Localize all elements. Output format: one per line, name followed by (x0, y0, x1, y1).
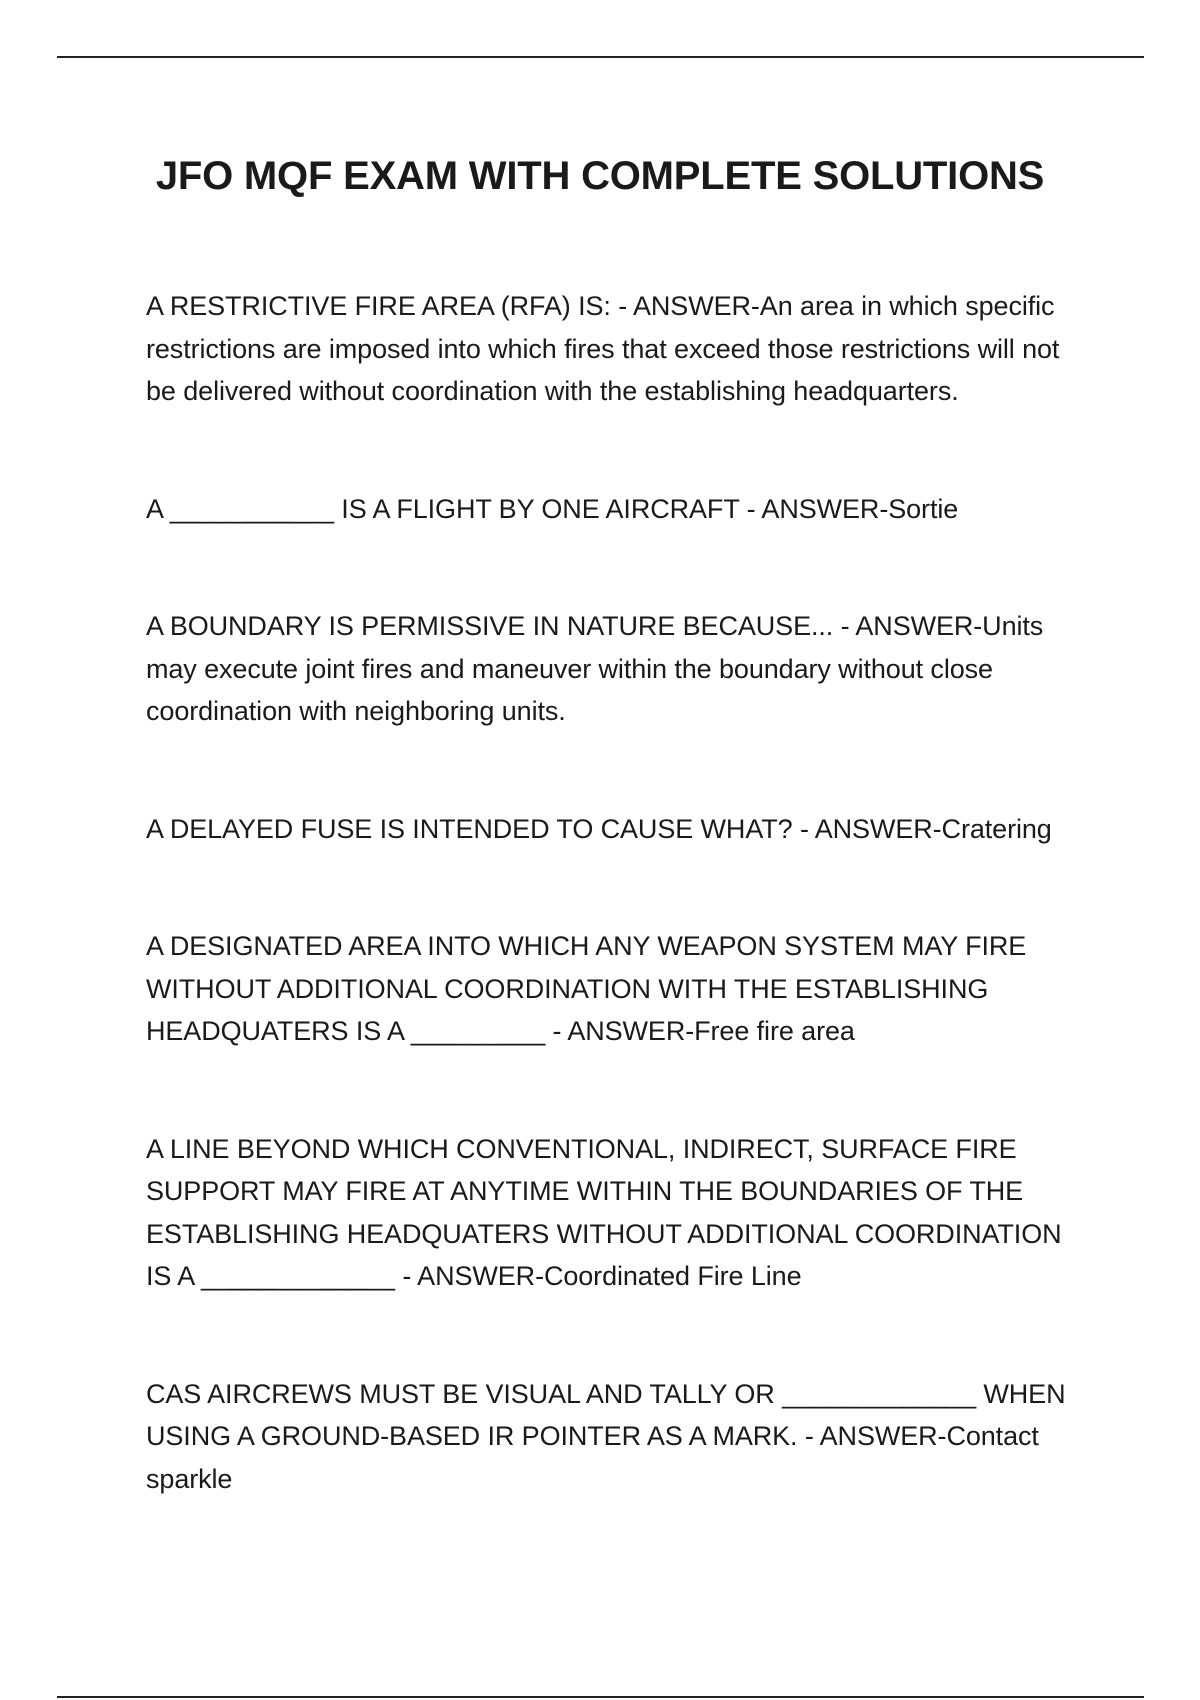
qa-list (146, 285, 1066, 1500)
bottom-rule (57, 1696, 1144, 1698)
qa-item-free-fire-area: A DESIGNATED AREA INTO WHICH ANY WEAPON SYSTEM MAY FIRE WITHOUT ADDITIONAL COORDINATION WITH THE ESTABLISHING HEADQUATERS IS A _________ - ANSWER-Free fire area (146, 931, 1027, 1046)
qa-item-contact-sparkle: CAS AIRCREWS MUST BE VISUAL AND TALLY OR _____________ WHEN USING A GROUND-BASED IR POINTER AS A MARK. - ANSWER-Contact sparkle (146, 1378, 1066, 1494)
top-rule (57, 56, 1144, 58)
page-title: JFO MQF EXAM WITH COMPLETE SOLUTIONS (155, 154, 1045, 198)
qa-item-boundary: A BOUNDARY IS PERMISSIVE IN NATURE BECAUSE... - ANSWER-Units may execute joint fires and maneuver within the boundary without close coordination with neighboring units. (146, 611, 1044, 726)
qa-item-sortie: A ___________ IS A FLIGHT BY ONE AIRCRAFT - ANSWER-Sortie (146, 493, 959, 524)
qa-item-rfa: A RESTRICTIVE FIRE AREA (RFA) IS: - ANSWER-An area in which specific restrictions are imposed into which fires that exceed those restrictions will not be delivered without coordination with the establishing headquarters. (146, 291, 1060, 406)
qa-item-coordinated-fire-line: A LINE BEYOND WHICH CONVENTIONAL, INDIRECT, SURFACE FIRE SUPPORT MAY FIRE AT ANYTIME WITHIN THE BOUNDARIES OF THE ESTABLISHING HEADQUATERS WITHOUT ADDITIONAL COORDINATION IS A _____________ - ANSWER-Coordinated Fire Line (146, 1133, 1062, 1291)
qa-item-delayed-fuse: A DELAYED FUSE IS INTENDED TO CAUSE WHAT? - ANSWER-Cratering (146, 813, 1052, 844)
